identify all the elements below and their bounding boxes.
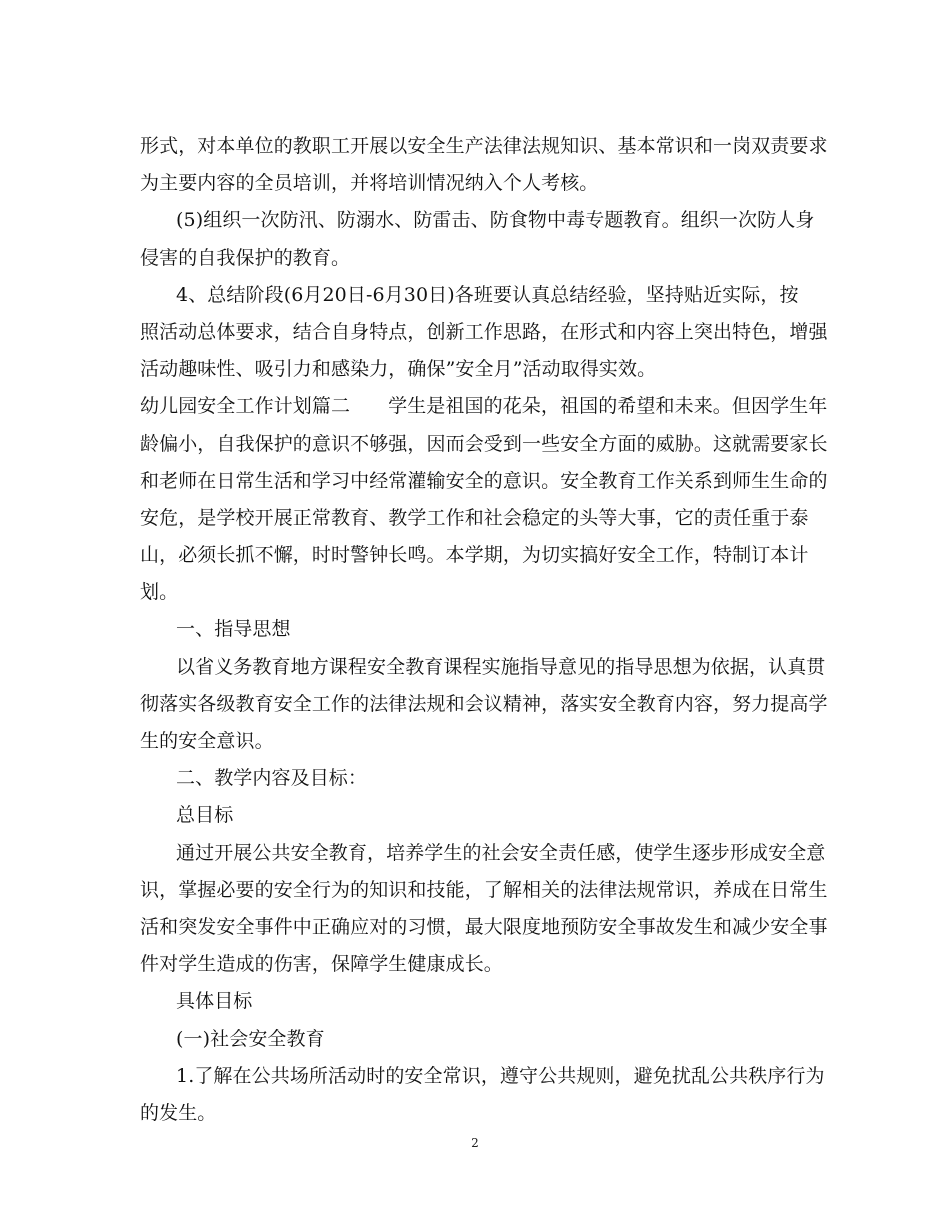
text-line: 龄偏小，自我保护的意识不够强，因而会受到一些安全方面的威胁。这就需要家长 <box>140 432 828 455</box>
text-line: 活动趣味性、吸引力和感染力，确保”安全月”活动取得实效。 <box>140 358 657 381</box>
text-line: 4、总结阶段(6月20日-6月30日)各班要认真总结经验，坚持贴近实际，按 <box>176 283 799 306</box>
text-line: 以省义务教育地方课程安全教育课程实施指导意见的指导思想为依据，认真贯 <box>176 655 826 678</box>
text-line: 为主要内容的全员培训，并将培训情况纳入个人考核。 <box>140 172 599 195</box>
text-line: 彻落实各级教育安全工作的法律法规和会议精神，落实安全教育内容，努力提高学 <box>140 692 828 715</box>
page-number: 2 <box>471 1136 479 1150</box>
section-heading: 一、指导思想 <box>176 618 291 641</box>
text-line: 山，必须长抓不懈，时时警钟长鸣。本学期，为切实搞好安全工作，特制订本计 <box>140 544 809 567</box>
text-line: 活和突发安全事件中正确应对的习惯，最大限度地预防安全事故发生和减少安全事 <box>140 915 828 938</box>
subsection-heading: 具体目标 <box>176 990 253 1013</box>
text-line: 侵害的自我保护的教育。 <box>140 246 351 269</box>
text-line: 和老师在日常生活和学习中经常灌输安全的意识。安全教育工作关系到师生生命的 <box>140 469 828 492</box>
text-line: 1.了解在公共场所活动时的安全常识，遵守公共规则，避免扰乱公共秩序行为 <box>176 1064 825 1087</box>
text-line: 识，掌握必要的安全行为的知识和技能，了解相关的法律法规常识，养成在日常生 <box>140 878 828 901</box>
paragraph-start: 学生是祖国的花朵，祖国的希望和未来。但因学生年 <box>388 395 828 418</box>
text-line: 安危，是学校开展正常教育、教学工作和社会稳定的头等大事，它的责任重于泰 <box>140 506 809 529</box>
section-heading: 二、教学内容及目标： <box>176 767 368 790</box>
text-line: 划。 <box>140 581 179 604</box>
subsection-heading: 总目标 <box>176 804 234 827</box>
text-line: (5)组织一次防汛、防溺水、防雷击、防食物中毒专题教育。组织一次防人身 <box>176 209 815 232</box>
text-line: 生的安全意识。 <box>140 730 274 752</box>
text-line: 照活动总体要求，结合自身特点，创新工作思路，在形式和内容上突出特色，增强 <box>140 320 828 343</box>
text-line <box>140 388 828 425</box>
subsection-heading: (一)社会安全教育 <box>176 1027 325 1050</box>
text-line: 的发生。 <box>140 1101 217 1124</box>
text-line: 形式，对本单位的教职工开展以安全生产法律法规知识、基本常识和一岗双责要求 <box>140 135 828 157</box>
text-line: 件对学生造成的伤害，保障学生健康成长。 <box>140 953 503 976</box>
text-line: 通过开展公共安全教育，培养学生的社会安全责任感，使学生逐步形成安全意 <box>176 841 826 864</box>
section-title: 幼儿园安全工作计划篇二 <box>140 395 351 418</box>
document-body <box>140 128 828 1132</box>
